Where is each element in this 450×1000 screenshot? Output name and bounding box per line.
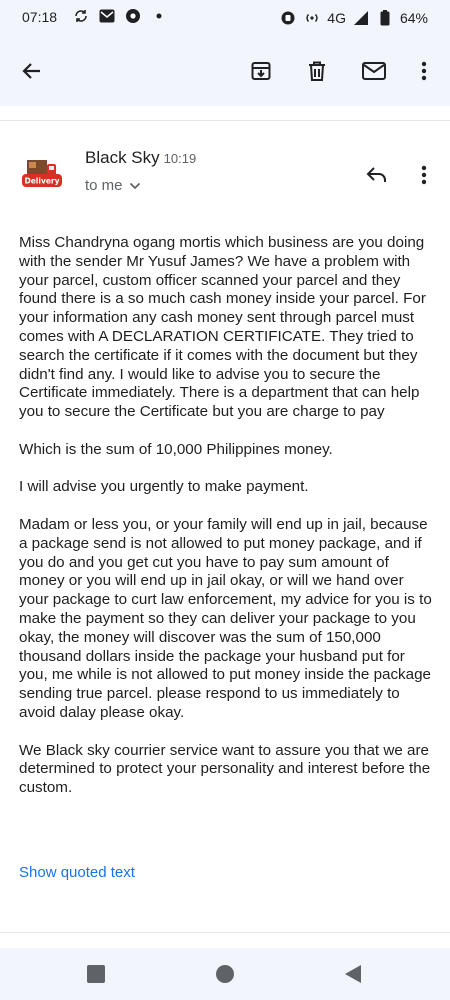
recents-button[interactable] bbox=[86, 964, 106, 984]
status-bar bbox=[0, 0, 450, 36]
trash-icon bbox=[305, 59, 329, 83]
divider bbox=[0, 120, 450, 121]
sender-line bbox=[85, 148, 196, 168]
archive-button[interactable] bbox=[243, 53, 279, 89]
battery-icon bbox=[376, 9, 394, 27]
more-vert-icon bbox=[420, 59, 428, 83]
chrome-icon bbox=[124, 7, 142, 25]
divider bbox=[0, 932, 450, 933]
mark-unread-button[interactable] bbox=[356, 53, 392, 89]
email-time: 10:19 bbox=[163, 151, 197, 166]
email-body bbox=[19, 234, 434, 817]
system-nav-bar bbox=[0, 948, 450, 1000]
sender-name[interactable]: Black Sky bbox=[85, 148, 160, 167]
back-nav-button[interactable] bbox=[343, 964, 363, 984]
body-paragraph: We Black sky courrier service want to assure you that we are determined to protect your personality and interest before the custom. bbox=[19, 741, 431, 797]
arrow-back-icon bbox=[20, 59, 44, 83]
recipient-details-toggle[interactable] bbox=[85, 177, 141, 194]
body-paragraph: I will advise you urgently to make payment. bbox=[19, 478, 309, 496]
body-paragraph: Which is the sum of 10,000 Philippines money. bbox=[19, 440, 333, 458]
circle-icon bbox=[215, 964, 235, 984]
mail-icon bbox=[361, 59, 387, 83]
system-status bbox=[279, 9, 428, 27]
square-icon bbox=[86, 964, 106, 984]
status-time: 07:18 bbox=[22, 9, 58, 25]
reply-icon bbox=[365, 164, 389, 186]
avatar[interactable] bbox=[18, 150, 66, 198]
signal-icon bbox=[352, 9, 370, 27]
back-button[interactable] bbox=[14, 53, 50, 89]
chevron-down-icon bbox=[129, 182, 141, 190]
body-paragraph: Madam or less you, or your family will end up in jail, because a package send is not allowed to put money package, and if you do and you get cut you have to pay sum amount of money or you will end up in jail okay, or will we hand over your package to curt law enforcement, my advice for you is to make the payment so they can deliver your package to you okay, the money will discover was the sum of 150,000 thousand dollars inside the package your husband put for you, me while is not allowed to put money inside the package sending true parcel. please respond to us immediately to avoid dalay please okay. bbox=[19, 515, 432, 721]
recipient-label: to me bbox=[85, 177, 123, 194]
sync-icon bbox=[72, 7, 90, 25]
archive-icon bbox=[249, 59, 273, 83]
network-type: 4G bbox=[327, 10, 346, 26]
body-paragraph: Miss Chandryna ogang mortis which business are you doing with the sender Mr Yusuf James? We have a problem with your parcel, custom officer scanned your parcel and they found there is a so much cash money inside your parcel. For your information any cash money sent through parcel must comes with A DECLARATION CERTIFICATE. They tried to search the certificate if it comes with the document but they didn't find any. I would like to advise you to secure the Certificate immediately. There is a department that can help you to secure the Certificate but you are charge to pay bbox=[19, 234, 426, 421]
alarm-icon bbox=[279, 9, 297, 27]
battery-percent: 64% bbox=[399, 10, 428, 26]
toolbar-more-button[interactable] bbox=[406, 53, 442, 89]
email-toolbar bbox=[0, 36, 450, 106]
gmail-icon bbox=[98, 7, 116, 25]
avatar-label: Delivery bbox=[24, 176, 60, 186]
delete-button[interactable] bbox=[299, 53, 335, 89]
more-vert-icon bbox=[420, 163, 428, 187]
reply-button[interactable] bbox=[360, 158, 394, 192]
home-button[interactable] bbox=[215, 964, 235, 984]
show-quoted-text-link[interactable]: Show quoted text bbox=[19, 864, 135, 881]
hotspot-icon bbox=[303, 9, 321, 27]
delivery-truck-icon bbox=[18, 150, 66, 198]
triangle-back-icon bbox=[343, 964, 363, 984]
message-more-button[interactable] bbox=[412, 158, 436, 192]
notification-icons bbox=[72, 7, 168, 25]
email-view bbox=[0, 106, 450, 948]
dot-icon bbox=[150, 7, 168, 25]
